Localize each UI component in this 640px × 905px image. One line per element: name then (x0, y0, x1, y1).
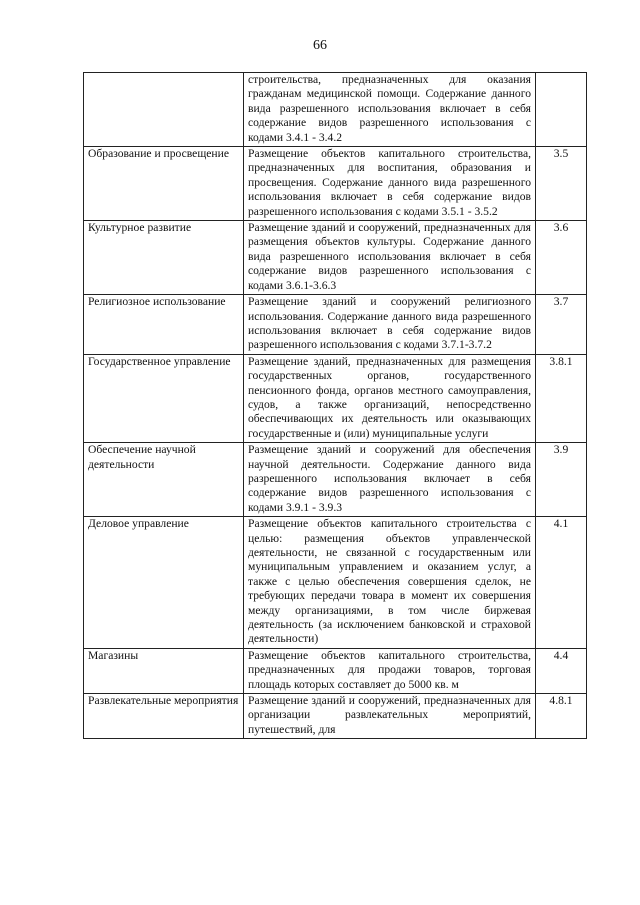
use-type-code: 3.7 (536, 295, 587, 355)
use-type-description: Размещение зданий и сооружений для обеспечения научной деятельности. Содержание данного вида разрешенного использования включает в себя содержание видов разрешенного использования с кодами 3.9.1 - 3.9.3 (244, 443, 536, 517)
use-type-name: Магазины (84, 648, 244, 693)
use-type-code: 3.8.1 (536, 354, 587, 442)
table-row (84, 73, 587, 147)
use-type-description: Размещение зданий и сооружений, предназначенных для организации развлекательных мероприятий, путешествий, для (244, 694, 536, 739)
use-type-code: 4.4 (536, 648, 587, 693)
table-row (84, 221, 587, 295)
use-type-code (536, 73, 587, 147)
table-row (84, 354, 587, 442)
use-type-description: Размещение объектов капитального строительства с целью: размещения объектов управленческой деятельности, не связанной с государственным или муниципальным управлением и оказанием услуг, а также с целью обеспечения совершения сделок, не требующих передачи товара в момент их совершения между организациями, в том числе биржевая деятельность (за исключением банковской и страховой деятельности) (244, 517, 536, 649)
use-type-name: Государственное управление (84, 354, 244, 442)
use-type-code: 4.1 (536, 517, 587, 649)
table-row (84, 443, 587, 517)
table-row (84, 295, 587, 355)
use-type-code: 4.8.1 (536, 694, 587, 739)
land-use-table (83, 72, 587, 739)
use-type-description: Размещение зданий и сооружений религиозного использования. Содержание данного вида разрешенного использования включает в себя содержание видов разрешенного использования с кодами 3.7.1-3.7.2 (244, 295, 536, 355)
use-type-name: Обеспечение научной деятельности (84, 443, 244, 517)
table-row (84, 648, 587, 693)
use-type-name: Культурное развитие (84, 221, 244, 295)
use-type-name: Образование и просвещение (84, 147, 244, 221)
use-type-description: Размещение объектов капитального строительства, предназначенных для продажи товаров, торговая площадь которых составляет до 5000 кв. м (244, 648, 536, 693)
use-type-description: Размещение зданий и сооружений, предназначенных для размещения объектов культуры. Содержание данного вида разрешенного использования включает в себя содержание видов разрешенного использования с кодами 3.6.1-3.6.3 (244, 221, 536, 295)
page-number: 66 (313, 38, 327, 53)
table-row (84, 517, 587, 649)
use-type-code: 3.9 (536, 443, 587, 517)
use-type-name: Религиозное использование (84, 295, 244, 355)
use-type-code: 3.5 (536, 147, 587, 221)
use-type-code: 3.6 (536, 221, 587, 295)
use-type-description: строительства, предназначенных для оказания гражданам медицинской помощи. Содержание данного вида разрешенного использования включает в себя содержание видов разрешенного использования с кодами 3.4.1 - 3.4.2 (244, 73, 536, 147)
use-type-name: Развлекательные мероприятия (84, 694, 244, 739)
table-row (84, 694, 587, 739)
use-type-name (84, 73, 244, 147)
use-type-name: Деловое управление (84, 517, 244, 649)
table-row (84, 147, 587, 221)
use-type-description: Размещение зданий, предназначенных для размещения государственных органов, государственного пенсионного фонда, органов местного самоуправления, судов, а также организаций, непосредственно обеспечивающих их деятельность или оказывающих государственные и (или) муниципальные услуги (244, 354, 536, 442)
use-type-description: Размещение объектов капитального строительства, предназначенных для воспитания, образования и просвещения. Содержание данного вида разрешенного использования включает в себя содержание видов разрешенного использования с кодами 3.5.1 - 3.5.2 (244, 147, 536, 221)
